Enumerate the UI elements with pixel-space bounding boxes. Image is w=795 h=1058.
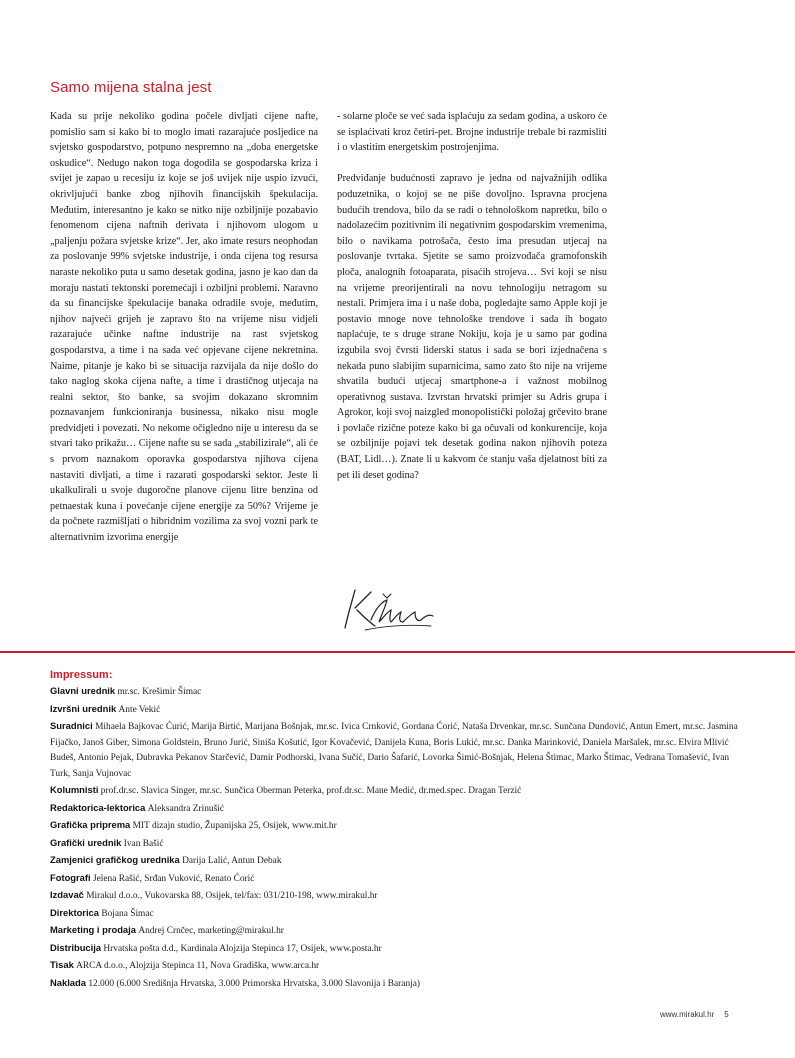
impressum-value: Mirakul d.o.o., Vukovarska 88, Osijek, tel/fax: 031/210-198, www.mirakul.hr bbox=[86, 891, 378, 901]
impressum-row bbox=[50, 718, 750, 782]
impressum-label: Distribucija bbox=[50, 941, 102, 953]
impressum-row bbox=[50, 852, 750, 870]
page-footer bbox=[660, 1010, 729, 1019]
impressum-label: Fotografi bbox=[50, 871, 91, 883]
impressum-label: Izdavač bbox=[50, 889, 84, 900]
impressum-value: prof.dr.sc. Slavica Singer, mr.sc. Sunčica Oberman Peterka, prof.dr.sc. Mane Medić, dr.med.spec. Dragan Terzić bbox=[100, 786, 522, 796]
impressum-label: Glavni urednik bbox=[50, 685, 116, 696]
impressum-value: mr.sc. Krešimir Šimac bbox=[117, 687, 202, 697]
impressum-value: 12.000 (6.000 Središnja Hrvatska, 3.000 Primorska Hrvatska, 3.000 Slavonija i Baranja) bbox=[88, 978, 421, 989]
impressum-list bbox=[50, 683, 750, 992]
impressum-label: Marketing i prodaja bbox=[50, 924, 136, 935]
impressum-row bbox=[50, 957, 750, 975]
article-column-right bbox=[337, 109, 607, 483]
impressum-label: Zamjenici grafičkog urednika bbox=[50, 854, 180, 865]
impressum bbox=[50, 669, 750, 992]
article-paragraph: Predviđanje budućnosti zapravo je jedna od najvažnijih odlika poduzetnika, o kojoj se ne piše dovoljno. Ispravna procjena budućih trendova, bilo da se radi o tehnološkom napretku, bilo o nadolazećim pozitivnim ili negativnim gospodarskim vremenima, bilo o navikama potrošača, često ima presudan utjecaj na poslovanje tvrtaka. Sjetite se samo proizvođača gramofonskih ploča, analognih fotoaparata, pisaćih strojeva… Svi koji se nisu na vrijeme preorijentirali na novu tehnologiju netragom su nestali. Primjera ima i u naše doba, pogledajte samo Apple koji je postavio mnoge nove tehnološke trendove i sada ih bogato naplaćuje, te s druge strane Nokiju, koja je u samo par godina izgubila svoj čvrsti liderski status i sada se bori izjednačena s nekada puno slabijim suparnicima, samo zato što nije na vrijeme shvatila budući utjecaj smartphone-a i važnost mobilnog operativnog sustava. Izvrstan hrvatski primjer su Adris grupa i Agrokor, koji svoj naizgled monopolistički položaj grčevito brane i povlače rizične poteze kako bi ga očuvali od konkurencije, koja se ozbiljnije pojavi tek desetak godina nakon njihovih poteza (BAT, Lidl…). Znate li u kakvom će stanju vaša djelatnost biti za pet ili deset godina? bbox=[337, 173, 607, 481]
impressum-value: ARCA d.o.o., Alojzija Stepinca 11, Nova Gradiška, www.arca.hr bbox=[76, 961, 320, 971]
article-title: Samo mijena stalna jest bbox=[50, 79, 212, 96]
signature-icon bbox=[335, 580, 445, 640]
impressum-value: Mihaela Bajkovac Ćurić, Marija Birtić, Marijana Bošnjak, mr.sc. Ivica Crnković, Gordana Ćorić, Nataša Drvenkar, mr.sc. Sunčana Dundović, Antun Emert, mr.sc. Jasmina Fijačko, Janoš Giber, Simona Goldstein, Bruno Jurić, Siniša Košutić, Igor Kovačević, Danijela Kuna, Boris Lukić, mr.sc. Danka Marinković, Daniela Maršalek, mr.sc. Elvira Mlivić Budeš, Antonio Pejak, Dubravka Pekanov Starčević, Damir Podhorski, Ivana Sučić, Dario Šafarić, Lovorka Šimić-Bošnjak, Helena Štimac, Marko Štimac, Vedrana Tomašević, Ivan Turk, Sanja Vujnovac bbox=[50, 722, 738, 779]
impressum-label: Tisak bbox=[50, 959, 74, 970]
impressum-row bbox=[50, 817, 750, 835]
footer-url[interactable]: www.mirakul.hr bbox=[660, 1010, 715, 1019]
impressum-value: MIT dizajn studio, Županijska 25, Osijek, www.mit.hr bbox=[132, 821, 337, 831]
impressum-value: Hrvatska pošta d.d., Kardinala Alojzija Stepinca 17, Osijek, www.posta.hr bbox=[103, 943, 382, 954]
impressum-row bbox=[50, 887, 750, 905]
impressum-value: Andrej Crnčec, marketing@mirakul.hr bbox=[138, 926, 284, 936]
impressum-label: Grafički urednik bbox=[50, 836, 122, 848]
impressum-value: Aleksandra Zrinušić bbox=[147, 803, 224, 814]
impressum-label: Izvršni urednik bbox=[50, 702, 117, 714]
impressum-label: Naklada bbox=[50, 976, 86, 988]
impressum-value: Darija Lalić, Antun Debak bbox=[182, 856, 282, 866]
impressum-row bbox=[50, 905, 750, 923]
article-paragraph: Kada su prije nekoliko godina počele divljati cijene nafte, pomislio sam si kako bi to moglo imati razarajuće posljedice na svjetsko gospodarstvo, potpuno nespremno na „doba energetske oskudice“. Nedugo nakon toga dogodila se gospodarska kriza i svijet je zapao u recesiju iz koje se još uvijek nije uspio izvući, okrivljujući banke zbog njihovih financijskih špekulacija. Međutim, interesantno je kako se nitko nije ozbiljnije pozabavio fenomenom cijena naftnih derivata i njihovom ulogom u „paljenju požara svjetske krize“. Jer, ako imate resurs neophodan za poslovanje 99% svjetske industrije, i onda cijena tog resursa naraste nekoliko puta u samo desetak godina, jasno je kao dan da moraju nastati tektonski poremećaji i ozbiljni problemi. Naravno da su financijske špekulacije banaka odradile svoje, međutim, njihov najveći grijeh je zapravo što na vrijeme nisu vidjeli razarajuće učinke naftne industrije na rast svjetskog gospodarstva, a time i na sada već opjevane cijene nekretnina. Naime, pitanje je kako bi se situacija razvijala da nije došlo do tako naglog skoka cijena nafte, a time i drastičnog utjecaja na realni sektor, što banke, sa svojim dokazano skromnim poznavanjem funkcioniranja businessa, nikako nisu mogle predvidjeti i povezati. No nekome očigledno nije u interesu da se stvari tako prikažu… Cijene nafte su se sada „stabilizirale“, ali će s prvom naznakom oporavka gospodarstva njihova cijena nastaviti divljati, a time i razarati gospodarski sektor. Jeste li ukalkulirali u svoje dugoročne planove cijenu litre benzina od petnaestak kuna i povećanje cijene energije za 50%? Vrijeme je da počnete razmišljati o hibridnim vozilima za svoj vozni park te alternativnim izvorima energije bbox=[50, 111, 318, 544]
impressum-row bbox=[50, 835, 750, 853]
impressum-row bbox=[50, 940, 750, 958]
article-column-left bbox=[50, 109, 318, 546]
impressum-row bbox=[50, 701, 750, 719]
article-paragraph: - solarne ploče se već sada isplaćuju za sedam godina, a uskoro će se isplaćivati kroz četiri-pet. Brojne industrije trebale bi razmisliti i o vlastitim energetskim postrojenjima. bbox=[337, 111, 607, 154]
impressum-label: Redaktorica-lektorica bbox=[50, 801, 146, 813]
impressum-value: Jelena Rašić, Srđan Vuković, Renato Ćorić bbox=[92, 873, 255, 884]
page-number: 5 bbox=[724, 1010, 729, 1019]
impressum-heading: Impressum: bbox=[50, 669, 113, 681]
impressum-label: Kolumnisti bbox=[50, 784, 99, 795]
impressum-row bbox=[50, 800, 750, 818]
impressum-label: Grafička priprema bbox=[50, 819, 131, 830]
impressum-row bbox=[50, 922, 750, 940]
impressum-label: Suradnici bbox=[50, 720, 93, 731]
impressum-row bbox=[50, 782, 750, 800]
impressum-value: Ivan Bašić bbox=[123, 838, 164, 849]
impressum-label: Direktorica bbox=[50, 906, 99, 918]
impressum-value: Ante Vekić bbox=[118, 704, 161, 715]
impressum-value: Bojana Šimac bbox=[101, 908, 154, 919]
impressum-row bbox=[50, 683, 750, 701]
impressum-row bbox=[50, 870, 750, 888]
impressum-row bbox=[50, 975, 750, 993]
section-divider bbox=[0, 651, 795, 653]
